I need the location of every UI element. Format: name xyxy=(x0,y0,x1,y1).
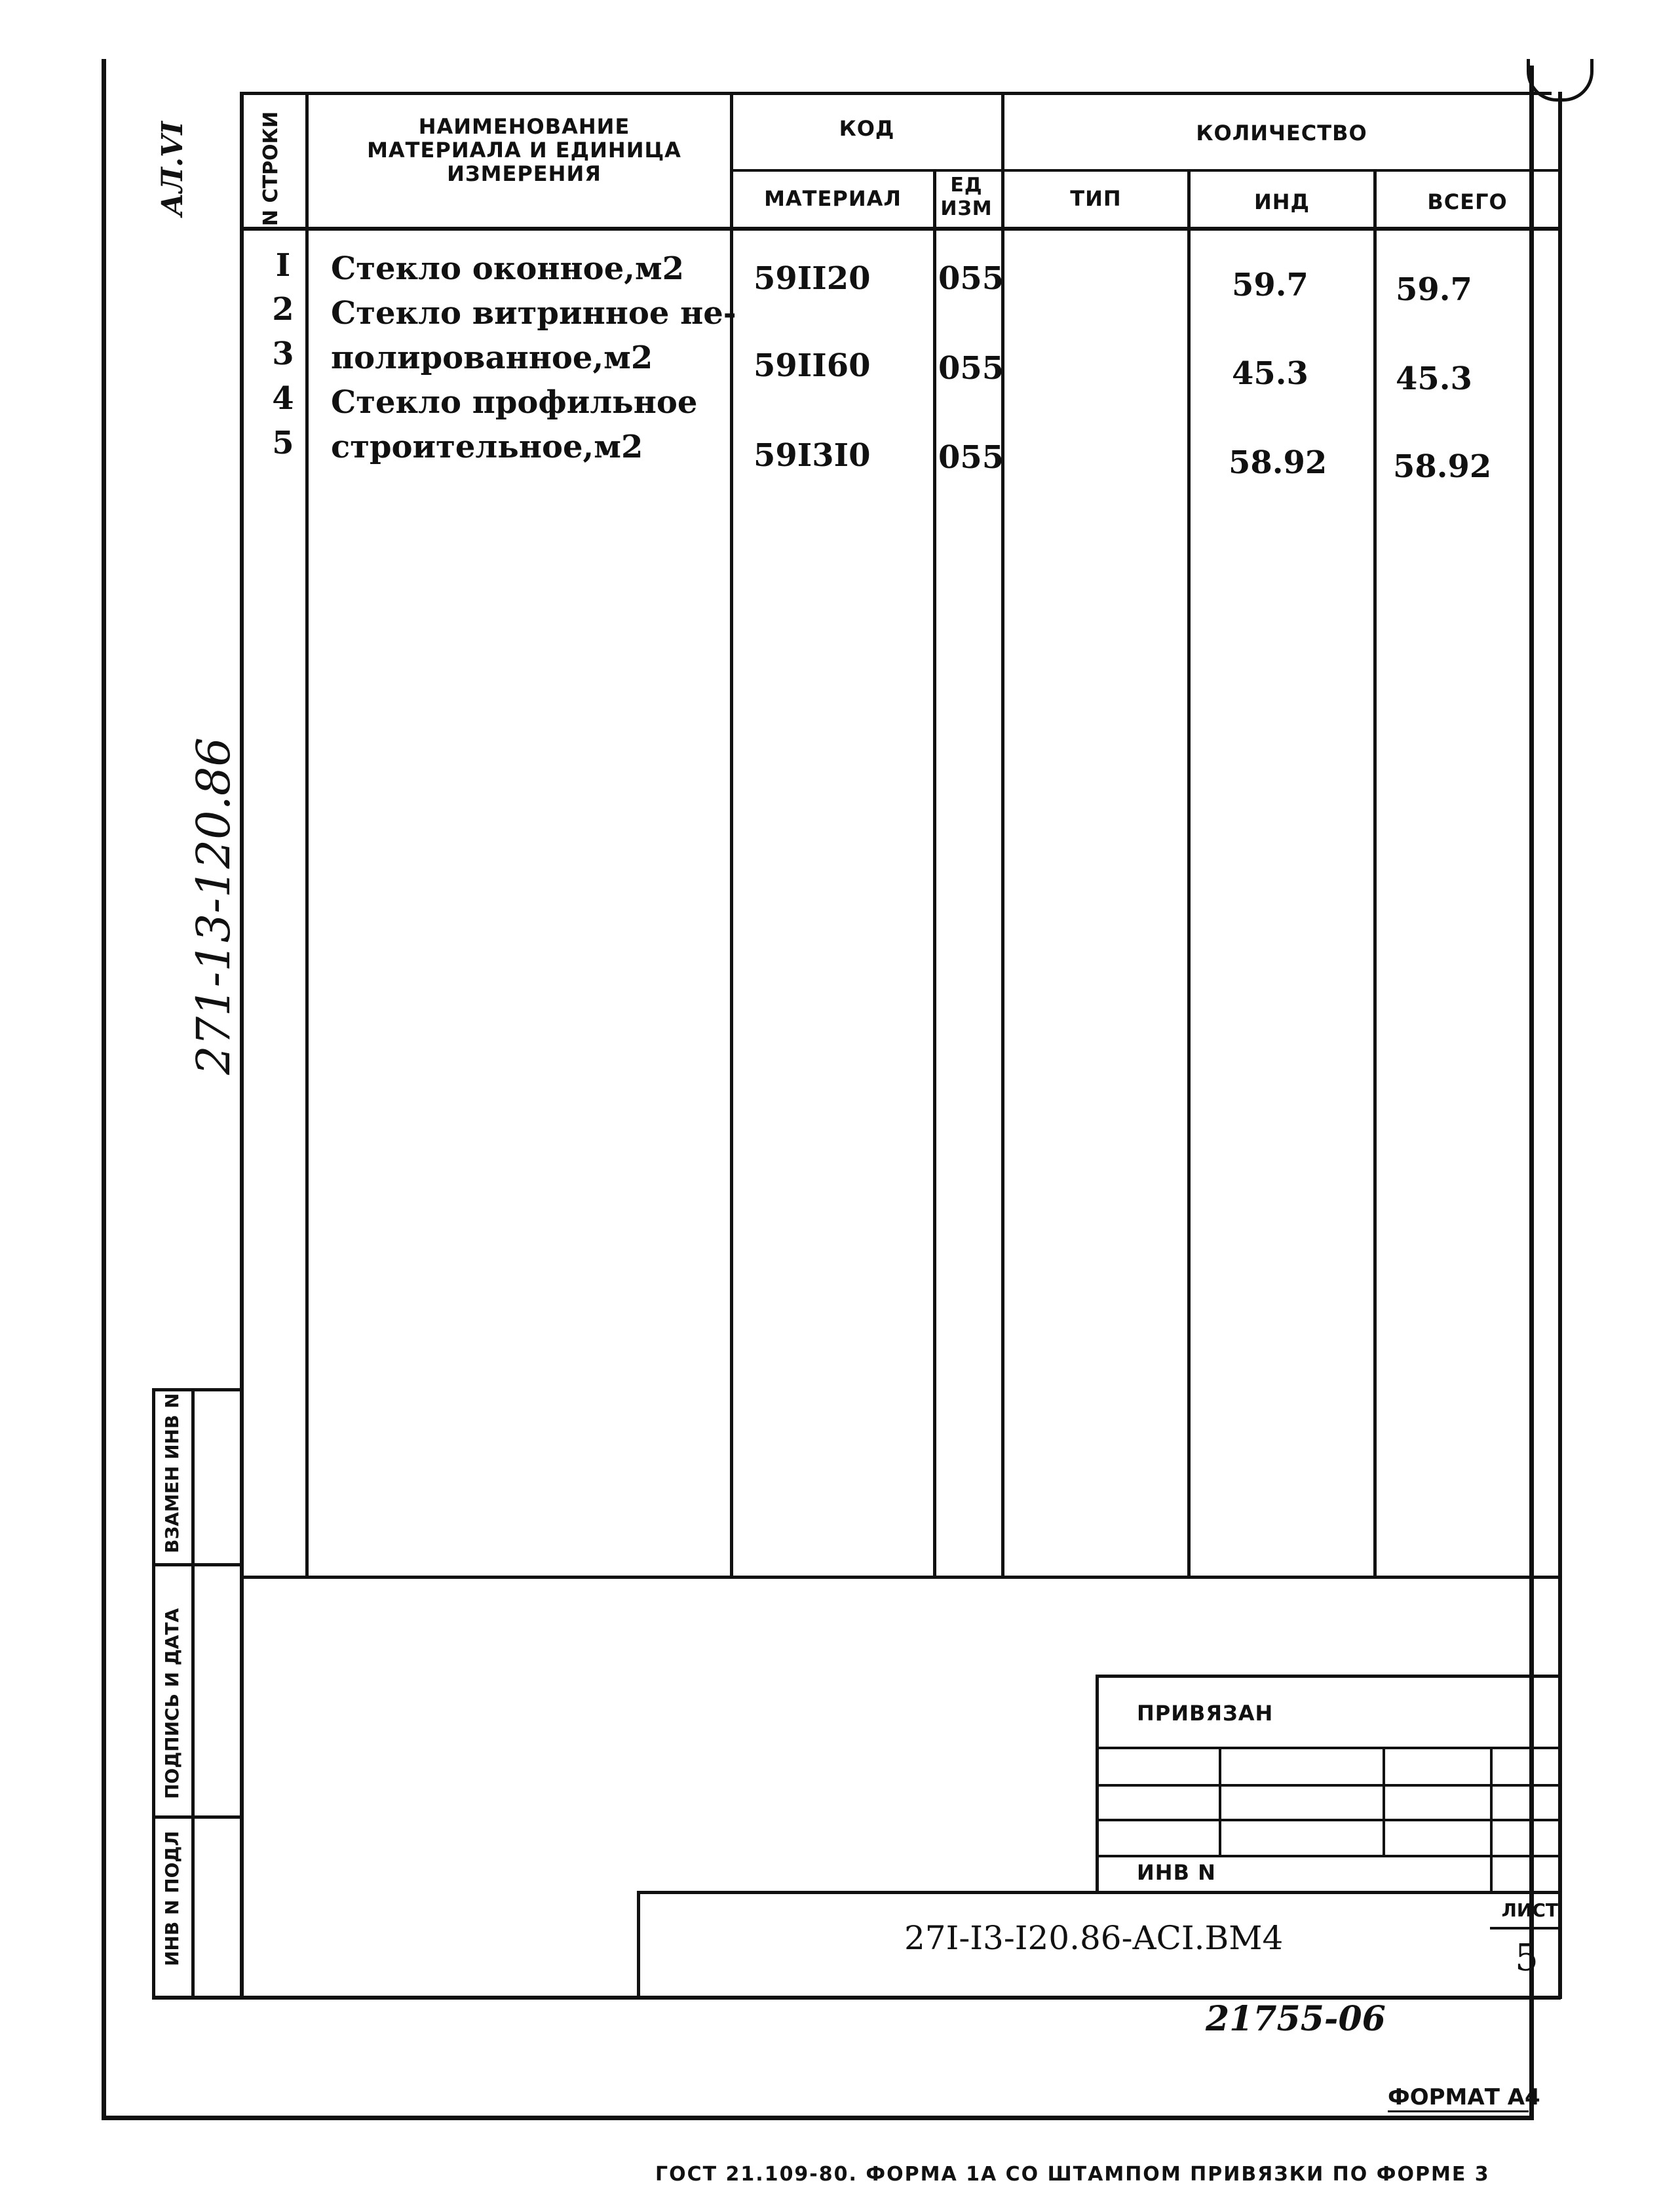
header-code: КОД xyxy=(839,116,895,141)
vertical-code: 271-13-120.86 xyxy=(187,737,240,1075)
header-mid xyxy=(730,169,1559,172)
stamp-bound-label: ПРИВЯЗАН xyxy=(1137,1701,1274,1726)
col-line-1 xyxy=(305,92,309,1577)
outer-frame-right xyxy=(1529,66,1534,2120)
item-name-line: строительное,м2 xyxy=(331,429,643,465)
outer-frame-bottom xyxy=(102,2116,1534,2120)
margin-label: АЛ.VI xyxy=(156,121,189,216)
qty-total: 59.7 xyxy=(1396,271,1472,308)
header-material: МАТЕРИАЛ xyxy=(764,186,902,211)
header-typ: ТИП xyxy=(1070,186,1122,211)
sheet-label: ЛИСТ xyxy=(1501,1899,1558,1921)
document-code: 27I-I3-I20.86-ACI.BM4 xyxy=(904,1919,1284,1957)
stamp-inv-label: ИНВ N xyxy=(1137,1860,1216,1885)
outer-frame-left xyxy=(102,59,106,2120)
format-underline xyxy=(1388,2110,1529,2112)
stamp-col-1 xyxy=(1219,1747,1221,1855)
header-total: ВСЕГО xyxy=(1427,189,1508,214)
item-name-line: полированное,м2 xyxy=(331,339,653,376)
table-body-bottom xyxy=(241,1576,1559,1579)
row-number: I xyxy=(275,247,291,284)
header-unit: ЕД ИЗМ xyxy=(940,174,993,220)
side-top xyxy=(152,1388,241,1391)
col-line-5 xyxy=(1187,169,1191,1577)
row-number: 4 xyxy=(272,380,294,417)
side-col-left xyxy=(152,1388,155,1999)
col-line-3 xyxy=(933,169,936,1577)
side-col-mid xyxy=(191,1388,195,1999)
stamp-col-2 xyxy=(1383,1747,1385,1855)
material-code: 59I3I0 xyxy=(754,437,871,474)
material-code: 59II60 xyxy=(754,347,871,384)
row-number: 5 xyxy=(272,425,294,461)
unit-code: 055 xyxy=(938,260,1004,297)
side-sep-1 xyxy=(152,1563,241,1566)
qty-ind: 58.92 xyxy=(1229,444,1327,481)
qty-total: 58.92 xyxy=(1393,448,1492,485)
header-row-no: N СТРОКИ xyxy=(259,111,282,226)
row-number: 2 xyxy=(272,291,294,328)
table-top xyxy=(241,92,1552,95)
col-line-4 xyxy=(1001,92,1004,1577)
item-name-line: Стекло профильное xyxy=(331,384,698,421)
header-quantity: КОЛИЧЕСТВО xyxy=(1196,121,1367,145)
side-sep-2 xyxy=(152,1815,241,1819)
table-right xyxy=(1558,92,1562,1999)
side-label-sign-date: ПОДПИСЬ И ДАТА xyxy=(161,1608,183,1799)
item-name-line: Стекло оконное,м2 xyxy=(331,250,685,287)
stamp-col-3 xyxy=(1490,1747,1493,1894)
qty-total: 45.3 xyxy=(1396,360,1472,397)
unit-code: 055 xyxy=(938,350,1004,387)
header-bottom xyxy=(241,227,1559,231)
stamp-top xyxy=(1096,1675,1561,1678)
qty-ind: 45.3 xyxy=(1232,355,1308,392)
header-name: НАИМЕНОВАНИЕ МАТЕРИАЛА И ЕДИНИЦА ИЗМЕРЕНИЯ xyxy=(367,114,681,186)
row-number: 3 xyxy=(272,336,294,372)
unit-code: 055 xyxy=(938,439,1004,476)
title-block-left xyxy=(637,1891,640,1999)
archive-number: 21755-06 xyxy=(1206,1999,1386,2039)
sheet-sep xyxy=(1490,1927,1561,1929)
sheet-number: 5 xyxy=(1515,1937,1538,1979)
side-label-replace: ВЗАМЕН ИНВ N xyxy=(161,1393,183,1553)
gost-note: ГОСТ 21.109-80. ФОРМА 1А СО ШТАМПОМ ПРИВЯЗКИ ПО ФОРМЕ 3 xyxy=(655,2163,1490,2186)
format-label: ФОРМАТ А4 xyxy=(1388,2084,1540,2110)
header-ind: ИНД xyxy=(1253,189,1310,214)
col-line-6 xyxy=(1373,169,1377,1577)
item-name-line: Стекло витринное не- xyxy=(331,295,736,332)
qty-ind: 59.7 xyxy=(1232,267,1308,303)
side-label-inv-orig: ИНВ N ПОДЛ xyxy=(161,1831,183,1966)
material-code: 59II20 xyxy=(754,260,871,297)
title-block-top xyxy=(637,1891,1561,1894)
